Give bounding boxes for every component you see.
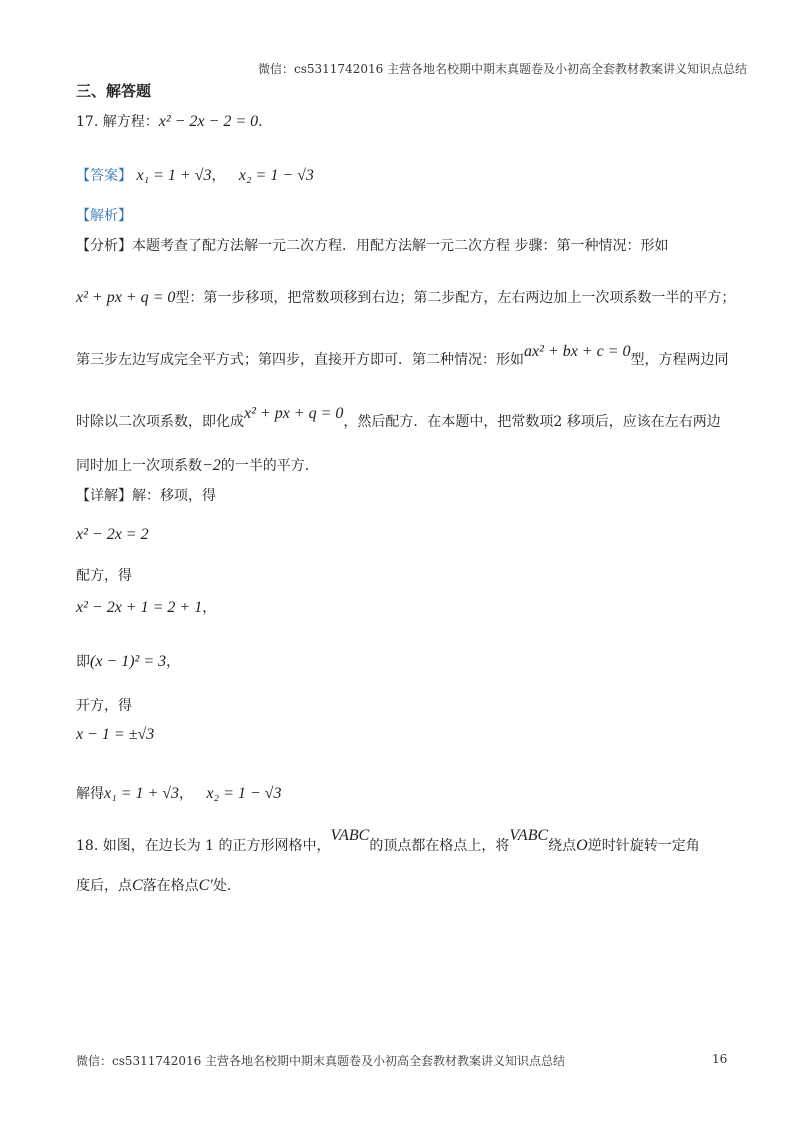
- analysis-line-3: [76, 343, 729, 370]
- analysis-text-5b: 的一半的平方．: [220, 458, 319, 474]
- analysis-text-5a: 同时加上一次项系数: [76, 458, 202, 474]
- analysis-line-5: [76, 456, 319, 476]
- page-number: 16: [712, 1052, 728, 1066]
- analysis-eq-2: ax² + bx + c = 0: [524, 343, 631, 360]
- q18-triangle-1: VABC: [330, 827, 370, 844]
- question-18-line-2: [76, 876, 231, 896]
- question-17: [76, 112, 263, 132]
- answer-x1: x₁ = 1 + √3: [136, 167, 212, 184]
- detail-eq-2: x² − 2x + 1 = 2 + 1: [76, 599, 203, 616]
- detail-step-4: 开方，得: [76, 698, 132, 714]
- q18-text-1b: 的顶点都在格点上，将: [369, 838, 510, 854]
- answer-tag: 【答案】: [76, 168, 132, 184]
- detail-eq-2-end: ，: [202, 600, 217, 616]
- detail-final-x2: x₂ = 1 − √3: [206, 785, 282, 802]
- question-17-equation: x² − 2x − 2 = 0: [158, 113, 259, 130]
- detail-step-2: 配方，得: [76, 568, 132, 584]
- q18-point-c-prime: C′: [198, 877, 213, 894]
- analysis-text-2: 型：第一步移项，把常数项移到右边；第二步配方，左右两边加上一次项系数一半的平方；: [175, 290, 736, 306]
- q18-text-2a: 度后，点: [76, 878, 132, 894]
- q18-text-2c: 处.: [212, 878, 232, 894]
- analysis-eq-3: x² + px + q = 0: [244, 405, 344, 422]
- analysis-text-4b: ，然后配方．在本题中，把常数项2 移项后，应该在左右两边: [343, 414, 721, 430]
- detail-final-prefix: 解得: [76, 786, 104, 802]
- detail-eq-3: (x − 1)² = 3: [90, 653, 167, 670]
- page-header: 微信：cs5311742016 主营各地名校期中期末真题卷及小初高全套教材教案讲义知识点总结: [258, 62, 748, 76]
- analysis-text-4a: 时除以二次项系数，即化成: [76, 414, 244, 430]
- analysis-line-2: [76, 288, 735, 308]
- detail-eq-4: x − 1 = ±√3: [76, 726, 155, 743]
- q18-point-c: C: [132, 877, 143, 894]
- detail-eq-3-end: ，: [166, 654, 181, 670]
- analysis-text-3a: 第三步左边写成完全平方式；第四步，直接开方即可．第二种情况：形如: [76, 352, 524, 368]
- detail-step-3-prefix: 即: [76, 654, 90, 670]
- q18-triangle-2: VABC: [509, 827, 549, 844]
- detail-final-x1: x₁ = 1 + √3: [104, 785, 180, 802]
- detail-final-sep: ，: [179, 786, 194, 802]
- detail-title: 【详解】解：移项，得: [76, 488, 216, 504]
- q18-text-1a: 18. 如图，在边长为 1 的正方形网格中，: [76, 838, 331, 854]
- detail-eq-1: x² − 2x = 2: [76, 526, 149, 543]
- q18-text-1d: 逆时针旋转一定角: [587, 838, 700, 854]
- detail-final: [76, 784, 281, 804]
- analysis-tag: 【解析】: [76, 208, 132, 224]
- answer-line: [76, 166, 314, 186]
- analysis-eq-4: −2: [202, 457, 221, 474]
- detail-line-eq3: [76, 652, 180, 672]
- q18-point-o: O: [576, 837, 588, 854]
- q18-text-2b: 落在格点: [142, 878, 199, 894]
- question-18-line-1: [76, 827, 700, 856]
- question-17-label: 17. 解方程：: [76, 114, 159, 130]
- section-title: 三、解答题: [76, 82, 152, 100]
- page-footer: 微信：cs5311742016 主营各地名校期中期末真题卷及小初高全套教材教案讲义知识点总结: [76, 1054, 566, 1068]
- detail-line-eq2: [76, 598, 216, 618]
- analysis-text-3b: 型，方程两边同: [630, 352, 729, 368]
- analysis-line-4: [76, 405, 721, 432]
- answer-x2: x₂ = 1 − √3: [238, 167, 314, 184]
- analysis-eq-1: x² + px + q = 0: [76, 289, 176, 306]
- analysis-line-1: 【分析】本题考查了配方法解一元二次方程．用配方法解一元二次方程 步骤：第一种情况：形如: [76, 238, 669, 254]
- question-17-end: .: [258, 114, 263, 130]
- q18-text-1c: 绕点: [548, 838, 577, 854]
- answer-sep: ，: [211, 168, 226, 184]
